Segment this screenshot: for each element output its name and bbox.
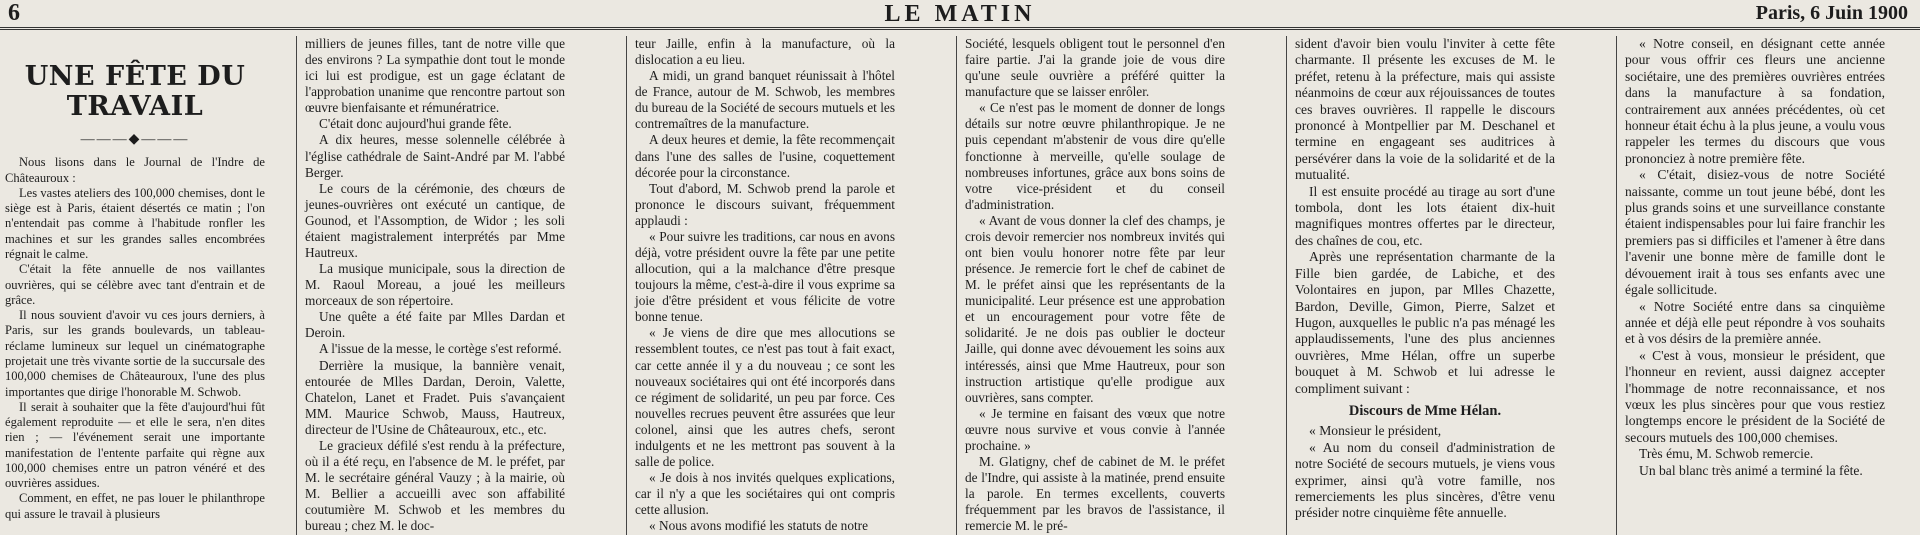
article-columns [0, 36, 1920, 535]
paragraph: Le gracieux défilé s'est rendu à la préfecture, où il a été reçu, en l'absence de M. le préfet, par M. le secrétaire général Vauzy ; à la mairie, où M. Bellier a accueilli avec son affabilité coutumière M. Schwob et les membres du bureau ; chez M. le doc- [305, 437, 565, 534]
paragraph: C'était donc aujourd'hui grande fête. [319, 116, 512, 132]
paragraph: Il serait à souhaiter que la fête d'aujourd'hui fût également reproduite — et elle le sera, n'en dites rien ; — l'événement serait une importante manifestation de l'entente parfaite qui règne aux 100,000 chemises entre un patron vénéré et des ouvrières assidues. [5, 399, 265, 491]
column-3 [630, 36, 900, 535]
paragraph: Après une représentation charmante de la Fille bien gardée, de Labiche, et des Volontaires en jupon, par Mlles Chazette, Bardon, Deville, Gimon, Pierre, Salzet et Hugon, auxquelles le public n'a pas ménagé les applaudissements, l'une des plus anciennes ouvrières, Mme Hélan, offre un superbe bouquet à M. Schwob et lui adresse le compliment suivant : [1295, 249, 1555, 396]
paragraph: Tout d'abord, M. Schwob prend la parole et prononce le discours suivant, fréquemment applaudi : [635, 180, 895, 228]
paragraph: Il nous souvient d'avoir vu ces jours derniers, à Paris, sur les grands boulevards, un tableau-réclame lumineux sur lequel un cinématographe projetait une très vivante sortie de la succursale des 100,000 chemises de Châteauroux, l'une des plus importantes que dirige l'honorable M. Schwob. [5, 308, 265, 399]
paragraph: « Pour suivre les traditions, car nous en avons déjà, votre président ouvre la fête par une petite allocution, qui a la malchance d'être presque toujours la même, c'est-à-dire il vous exprime sa joie d'être président et vous félicite de votre bonne tenue. [635, 228, 895, 325]
dateline: Paris, 6 Juin 1900 [1755, 2, 1908, 24]
column-rule [1616, 36, 1617, 535]
paragraph: sident d'avoir bien voulu l'inviter à cette fête charmante. Il présente les excuses de M. le préfet, retenu à la préfecture, mais qui assiste néanmoins de cœur aux réjouissances de toutes ces braves ouvrières. Il rappelle le discours prononcé à Montpellier par M. Deschanel et termine en engageant ses auditrices à persévérer dans la voie de la solidarité et de la mutualité. [1295, 36, 1555, 183]
column-rule [1286, 36, 1287, 535]
speech-heading: Discours de Mme Hélan. [1348, 402, 1502, 419]
headline-ornament: ———◆——— [80, 132, 190, 147]
paragraph: milliers de jeunes filles, tant de notre ville que des environs ? La sympathie dont tout le monde ici lui est prodigue, est un gage éclatant de l'approbation unanime que rencontre partout son œuvre bienfaisante et rémunératrice. [305, 36, 565, 116]
paragraph: « Je viens de dire que mes allocutions se ressemblent toutes, ce n'est pas tout à fait exact, car cette année il y a du nouveau ; ce sont les nouveaux sociétaires qui ont été incorporés dans ce régiment de solidarité, un peu par force. Ces nouvelles recrues peuvent être assurées que leur colonel, ainsi que les autres chefs, seront indulgents et ne les mettront pas souvent à la salle de police. [635, 325, 895, 470]
paragraph: teur Jaille, enfin à la manufacture, où la dislocation a eu lieu. [635, 36, 895, 68]
paragraph: Les vastes ateliers des 100,000 chemises, dont le siège est à Paris, étaient désertés ce matin ; l'on n'entendait pas comme à l'habitude ronfler les machines et sur les grandes salles encombrées régnait le calme. [5, 185, 265, 261]
paragraph: Nous lisons dans le Journal de l'Indre de Châteauroux : [5, 155, 265, 185]
column-rule [296, 36, 297, 535]
paragraph: Derrière la musique, la bannière venait, entourée de Mlles Dardan, Deroin, Valette, Chatelon, Lanet et Fradet. Puis s'avançaient MM. Maurice Schwob, Mauss, Hautreux, directeur de l'Usine de Châteauroux, etc., etc. [305, 357, 565, 437]
paragraph: « Notre Société entre dans sa cinquième année et déjà elle peut répondre à vos souhaits et à vos désirs de la première année. [1625, 298, 1885, 347]
column-rule [626, 36, 627, 535]
paragraph: Il est ensuite procédé au tirage au sort d'une tombola, dont les lots étaient dix-huit magnifiques montres offertes par le directeur, des chaînes de cou, etc. [1295, 183, 1555, 248]
paragraph: A l'issue de la messe, le cortège s'est reformé. [319, 341, 562, 357]
paragraph: « Au nom du conseil d'administration de notre Société de secours mutuels, je viens vous exprimer, ainsi qu'à votre famille, nos remerciements les plus sincères, d'être venu présider notre cinquième fête annuelle. [1295, 439, 1555, 521]
column-6 [1620, 36, 1890, 535]
paragraph: « Je dois à nos invités quelques explications, car il n'y a que les sociétaires qui ont compris cette allusion. [635, 470, 895, 518]
paragraph: A dix heures, messe solennelle célébrée à l'église cathédrale de Saint-André par M. l'abbé Berger. [305, 132, 565, 180]
paragraph: « C'est à vous, monsieur le président, que l'honneur en revient, aussi daignez accepter l'hommage de notre reconnaissance, et nos vœux les plus sincères pour que vous restiez longtemps encore le président de la Société de secours mutuels des 100,000 chemises. [1625, 347, 1885, 445]
article-headline: UNE FÊTE DU TRAVAIL [24, 61, 246, 122]
paragraph: « Je termine en faisant des vœux que notre œuvre nous survive et vous convie à l'année prochaine. » [965, 405, 1225, 453]
column-rule [956, 36, 957, 535]
paragraph: Société, lesquels obligent tout le personnel d'en faire partie. J'ai la grande joie de vous dire qu'une seule ouvrière a préféré quitter la manufacture que se laisser enrôler. [965, 36, 1225, 100]
paragraph: Le cours de la cérémonie, des chœurs de jeunes-ouvrières ont exécuté un cantique, de Gounod, et l'Assomption, de Widor ; les soli étaient magistralement interprétés par Mme Hautreux. [305, 180, 565, 261]
newspaper-title: LE MATIN [884, 1, 1036, 27]
paragraph: « Nous avons modifié les statuts de notre [649, 518, 868, 534]
paragraph: A deux heures et demie, la fête recommençait dans l'une des salles de l'usine, coquettement décorée pour la circonstance. [635, 132, 895, 180]
paragraph: Un bal blanc très animé a terminé la fête. [1639, 462, 1863, 478]
paragraph: A midi, un grand banquet réunissait à l'hôtel de France, autour de M. Schwob, les membres du bureau de la Société de secours mutuels et les contremaîtres de la manufacture. [635, 68, 895, 132]
paragraph: « Ce n'est pas le moment de donner de longs détails sur notre œuvre philanthropique. Je ne puis cependant m'abstenir de vous dire qu'elle fonctionne à merveille, qu'elle soulage de nombreuses infortunes, grâce aux bons soins de votre vice-président et du conseil d'administration. [965, 100, 1225, 212]
paragraph: Une quête a été faite par Mlles Dardan et Deroin. [305, 309, 565, 341]
paragraph: « Notre conseil, en désignant cette année pour vous offrir ces fleurs une ancienne sociétaire, une des premières ouvrières entrées dans la manufacture à sa fondation, contrairement aux années précédentes, où cet honneur était échu à la plus jeune, a voulu vous rappeler les termes du discours que vous prononciez à notre première fête. [1625, 36, 1885, 166]
paragraph: Très ému, M. Schwob remercie. [1639, 446, 1814, 462]
column-1 [0, 36, 270, 535]
paragraph: M. Glatigny, chef de cabinet de M. le préfet de l'Indre, qui assiste à la matinée, prend ensuite la parole. En termes excellents, couverts fréquemment par les bravos de l'assistance, il remercie M. le pré- [965, 454, 1225, 534]
paragraph: C'était la fête annuelle de nos vaillantes ouvrières, qui se célèbre avec tant d'entrain et de grâce. [5, 262, 265, 307]
page-number: 6 [8, 0, 20, 26]
column-2 [300, 36, 570, 535]
paragraph: Comment, en effet, ne pas louer le philanthrope qui assure le travail à plusieurs [5, 491, 265, 521]
paragraph: La musique municipale, sous la direction de M. Raoul Moreau, a joué les meilleurs morceaux de son répertoire. [305, 261, 565, 309]
column-4 [960, 36, 1230, 535]
paragraph: « Monsieur le président, [1309, 423, 1442, 439]
column-5 [1290, 36, 1560, 535]
paragraph: « C'était, disiez-vous de notre Société naissante, comme un tout jeune bébé, dont les plus grands soins et une surveillance constante étaient indispensables pour lui faire franchir les premiers pas si difficiles et l'amener à être dans l'avenir une bonne mère de famille dont le dévouement irait à tous ses enfants avec une égale sollicitude. [1625, 167, 1885, 298]
paragraph: « Avant de vous donner la clef des champs, je crois devoir remercier nos nombreux invités qui ont bien voulu honorer notre fête par leur présence. Je remercie fort le chef de cabinet de M. le préfet ainsi que les représentants de la municipalité. Leur présence est une approbation et un encouragement pour votre fête de solidarité. Je ne dois pas oublier le docteur Jaille, qui donne avec dévouement les soins aux intéressés, ainsi que Mme Hautreux, pour son instruction artistique qu'elle prodigue aux ouvrières, sans compter. [965, 212, 1225, 405]
masthead [0, 0, 1920, 30]
